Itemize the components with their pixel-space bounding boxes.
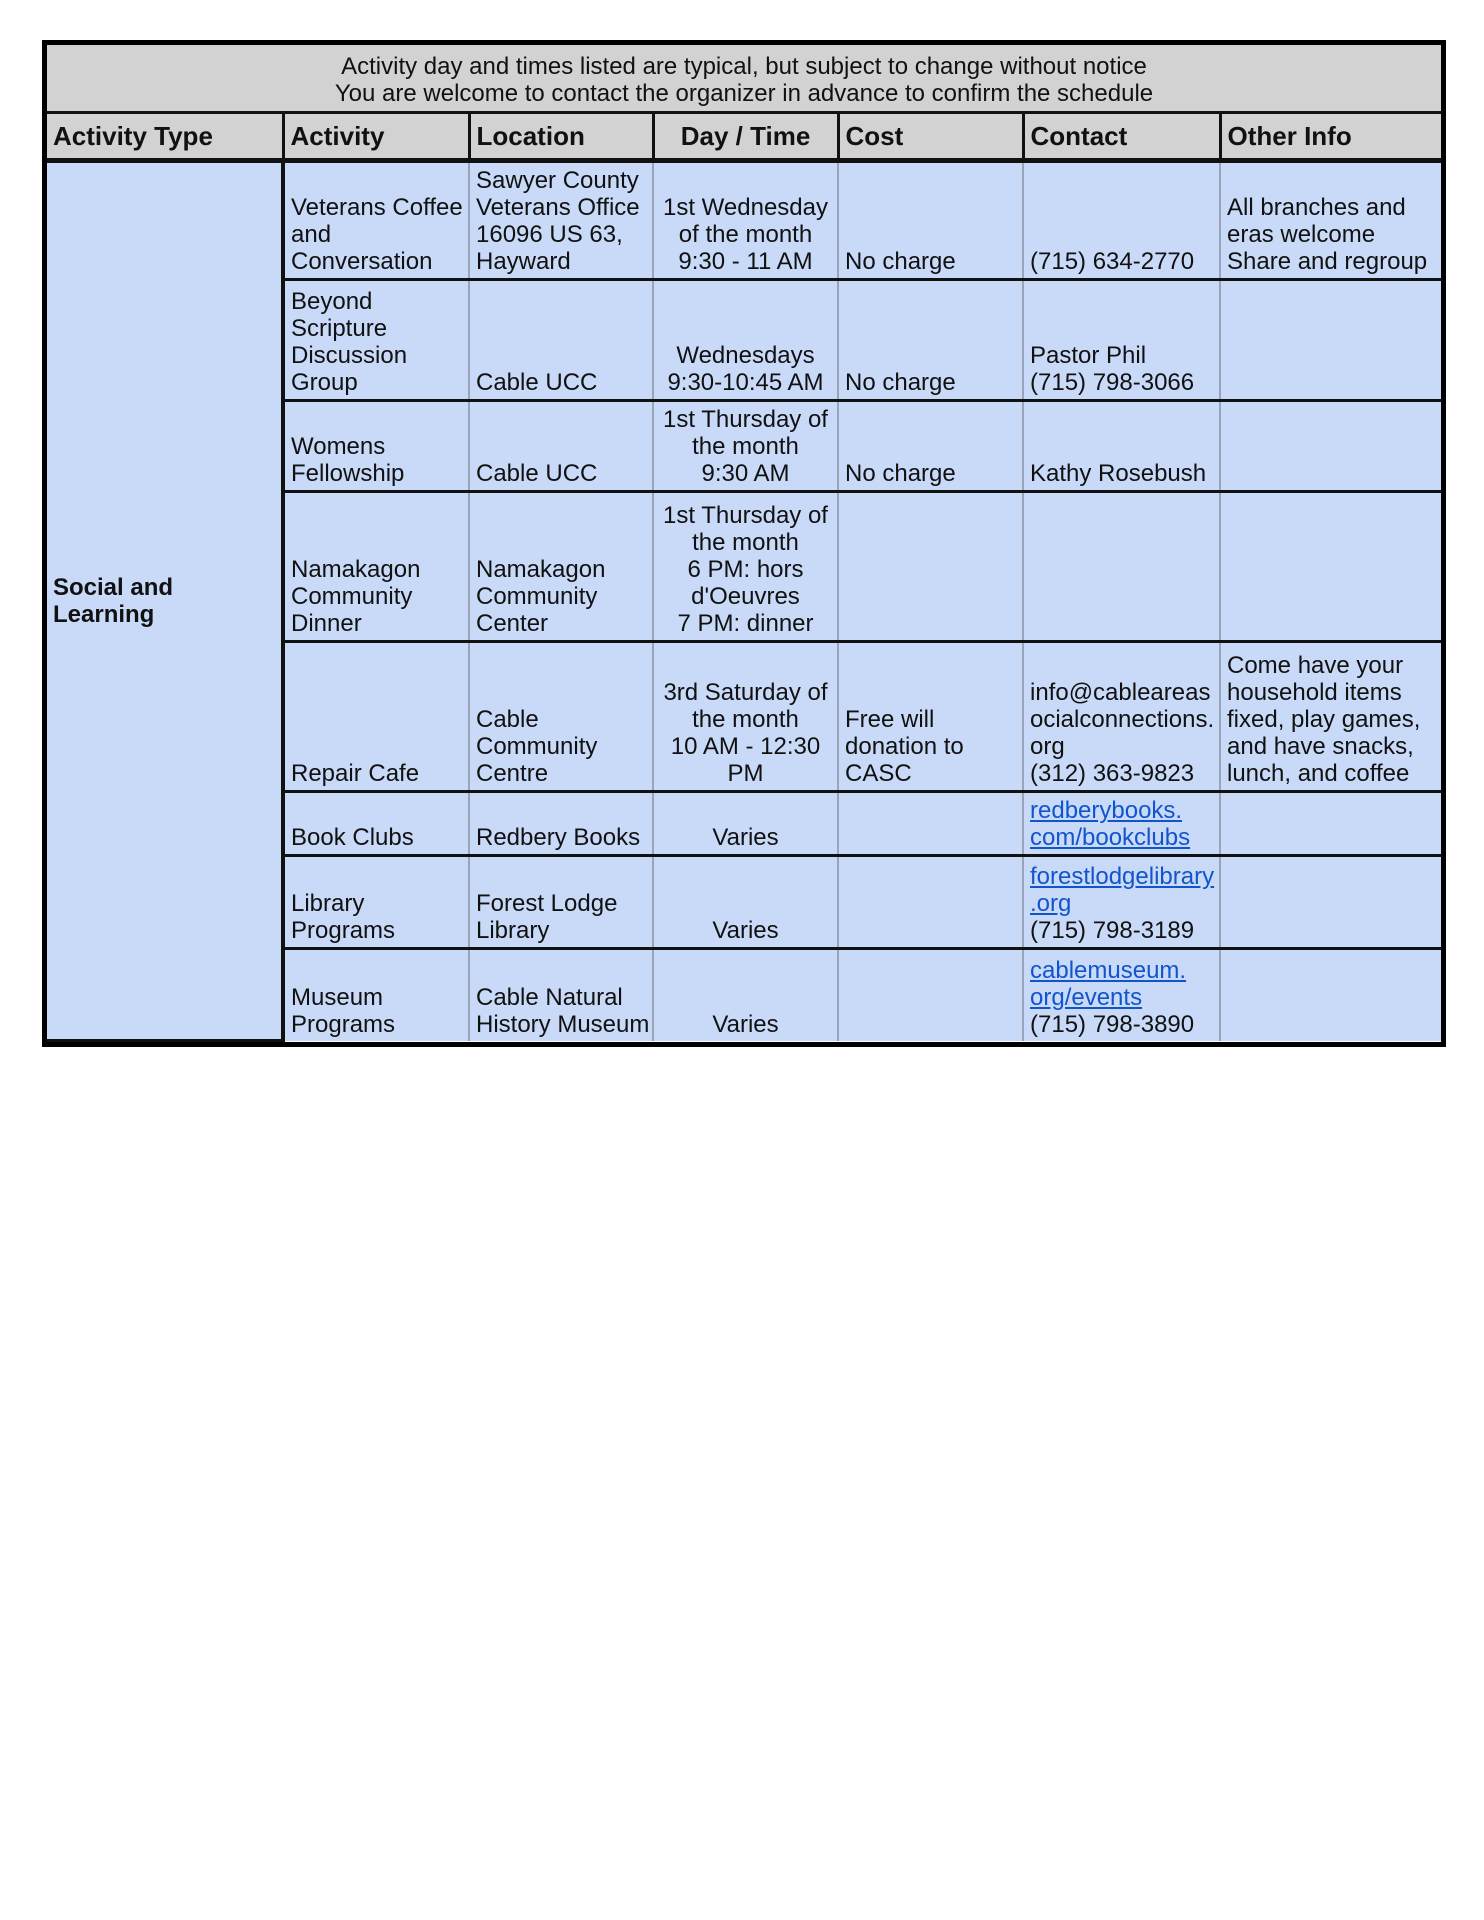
day-time-cell-text: 9:30 - 11 AM: [678, 248, 813, 275]
other-info-cell: [1220, 856, 1441, 949]
contact-cell-text: info@cableareas: [1030, 679, 1211, 706]
day-time-cell: [653, 401, 838, 492]
cost-cell: [838, 642, 1023, 792]
location-cell-text: History Museum: [476, 1010, 650, 1038]
cost-cell-text: Free will: [845, 706, 935, 733]
activity-cell-text: Museum: [291, 983, 384, 1011]
other-info-cell-text: eras welcome: [1227, 221, 1376, 248]
cost-cell: [838, 792, 1023, 856]
other-info-cell: [1220, 280, 1441, 401]
day-time-cell-text: 1st Thursday of: [663, 502, 828, 529]
header-activity-type: Activity Type: [47, 114, 283, 161]
location-cell-text: Cable: [476, 706, 539, 733]
location-cell: [469, 949, 653, 1041]
day-time-cell: [653, 949, 838, 1041]
location-cell: [469, 642, 653, 792]
activity-cell: [283, 280, 469, 401]
day-time-cell: [653, 161, 838, 280]
activity-schedule-sheet: [42, 40, 1446, 1047]
location-cell: [469, 161, 653, 280]
other-info-cell-text: and have snacks,: [1227, 733, 1414, 760]
activity-cell-text: Programs: [291, 1010, 396, 1038]
day-time-cell-text: 1st Wednesday: [663, 194, 828, 221]
cost-cell-text: No charge: [845, 248, 956, 275]
cost-cell: [838, 856, 1023, 949]
location-cell-text: Redbery Books: [476, 824, 641, 851]
day-time-cell-text: d'Oeuvres: [691, 583, 800, 610]
contact-cell: [1023, 161, 1220, 280]
location-cell: [469, 492, 653, 642]
activity-cell-text: Programs: [291, 917, 396, 944]
location-cell: [469, 856, 653, 949]
cost-cell-text: No charge: [845, 460, 956, 487]
contact-cell: [1023, 792, 1220, 856]
other-info-cell-text: All branches and: [1227, 194, 1406, 221]
day-time-cell-text: 10 AM - 12:30: [670, 733, 821, 760]
day-time-cell-text: the month: [692, 529, 799, 556]
contact-link[interactable]: org/events: [1030, 983, 1143, 1011]
day-time-cell-text: 9:30-10:45 AM: [667, 369, 824, 396]
location-cell-text: Hayward: [476, 248, 571, 275]
notice-line-2: You are welcome to contact the organizer in advance to confirm the schedule: [334, 80, 1154, 107]
header-cost: Cost: [838, 114, 1023, 161]
contact-cell-text: (715) 798-3066: [1030, 369, 1195, 396]
location-cell-text: Community: [476, 733, 598, 760]
location-cell-text: Veterans Office: [476, 194, 640, 221]
activity-table: [47, 114, 1441, 1042]
cost-cell: [838, 949, 1023, 1041]
contact-cell-text: (715) 798-3890: [1030, 1010, 1195, 1038]
contact-link[interactable]: forestlodgelibrary: [1030, 863, 1215, 890]
other-info-cell: [1220, 792, 1441, 856]
activity-cell: [283, 856, 469, 949]
contact-cell-text: (715) 798-3189: [1030, 917, 1195, 944]
header-day-time: Day / Time: [653, 114, 838, 161]
activity-cell-text: Beyond: [291, 288, 373, 315]
contact-cell-text: org: [1030, 733, 1065, 760]
notice-line-1: Activity day and times listed are typical, but subject to change without notice: [341, 53, 1147, 80]
activity-cell: [283, 949, 469, 1041]
contact-link[interactable]: .org: [1030, 890, 1072, 917]
contact-cell: [1023, 492, 1220, 642]
activity-cell-text: Repair Cafe: [291, 760, 420, 787]
other-info-cell-text: Share and regroup: [1227, 248, 1428, 275]
contact-cell: [1023, 856, 1220, 949]
day-time-cell: [653, 642, 838, 792]
day-time-cell-text: Varies: [712, 917, 779, 944]
contact-cell: [1023, 949, 1220, 1041]
day-time-cell-text: Varies: [712, 1010, 779, 1038]
location-cell-text: Forest Lodge: [476, 890, 618, 917]
table-body: [47, 161, 1441, 1041]
location-cell-text: Namakagon: [476, 556, 606, 583]
location-cell-text: Center: [476, 610, 549, 637]
contact-cell-text: (312) 363-9823: [1030, 760, 1195, 787]
day-time-cell-text: 6 PM: hors: [687, 556, 804, 583]
cost-cell: [838, 492, 1023, 642]
activity-cell-text: Library: [291, 890, 365, 917]
other-info-cell: [1220, 161, 1441, 280]
activity-cell-text: Conversation: [291, 248, 433, 275]
cost-cell-text: CASC: [845, 760, 912, 787]
location-cell-text: Cable UCC: [476, 460, 598, 487]
other-info-cell-text: lunch, and coffee: [1227, 760, 1410, 787]
location-cell-text: Library: [476, 917, 550, 944]
activity-cell-text: Namakagon: [291, 556, 421, 583]
location-cell: [469, 401, 653, 492]
activity-cell-text: Group: [291, 369, 358, 396]
activity-cell: [283, 161, 469, 280]
other-info-cell-text: fixed, play games,: [1227, 706, 1421, 733]
table-row: [47, 161, 1441, 280]
day-time-cell-text: the month: [692, 706, 799, 733]
contact-link[interactable]: cablemuseum.: [1030, 956, 1187, 984]
location-cell-text: Cable Natural: [476, 983, 623, 1011]
day-time-cell: [653, 856, 838, 949]
activity-cell-text: Discussion: [291, 342, 408, 369]
activity-cell-text: Scripture: [291, 315, 388, 342]
day-time-cell-text: the month: [692, 433, 799, 460]
day-time-cell-text: Wednesdays: [676, 342, 815, 369]
day-time-cell-text: 3rd Saturday of: [663, 679, 828, 706]
contact-cell-text: (715) 634-2770: [1030, 248, 1195, 275]
cost-cell: [838, 280, 1023, 401]
day-time-cell: [653, 792, 838, 856]
cost-cell-text: No charge: [845, 369, 956, 396]
activity-cell: [283, 642, 469, 792]
activity-cell-text: Dinner: [291, 610, 362, 637]
header-other-info: Other Info: [1220, 114, 1441, 161]
header-contact: Contact: [1023, 114, 1220, 161]
cost-cell-text: donation to: [845, 733, 964, 760]
day-time-cell-text: Varies: [712, 824, 779, 851]
location-cell: [469, 792, 653, 856]
contact-link[interactable]: com/bookclubs: [1030, 824, 1191, 851]
header-location: Location: [469, 114, 653, 161]
contact-cell: [1023, 280, 1220, 401]
activity-cell-text: and: [291, 221, 332, 248]
contact-cell-text: Kathy Rosebush: [1030, 460, 1207, 487]
cost-cell: [838, 161, 1023, 280]
other-info-cell-text: household items: [1227, 679, 1402, 706]
activity-type-label: Learning: [53, 600, 155, 628]
activity-cell-text: Veterans Coffee: [291, 194, 463, 221]
day-time-cell-text: of the month: [678, 221, 813, 248]
location-cell: [469, 280, 653, 401]
location-cell-text: Sawyer County: [476, 167, 639, 194]
schedule-notice: [47, 45, 1441, 114]
contact-link[interactable]: redberybooks.: [1030, 797, 1183, 824]
contact-cell: [1023, 642, 1220, 792]
day-time-cell-text: 1st Thursday of: [663, 406, 828, 433]
activity-cell-text: Womens: [291, 433, 386, 460]
activity-type-label: Social and: [53, 573, 174, 601]
location-cell-text: 16096 US 63,: [476, 221, 623, 248]
other-info-cell: [1220, 642, 1441, 792]
activity-cell-text: Community: [291, 583, 413, 610]
table-header-row: [47, 114, 1441, 161]
other-info-cell: [1220, 949, 1441, 1041]
other-info-cell: [1220, 401, 1441, 492]
activity-cell: [283, 792, 469, 856]
location-cell-text: Cable UCC: [476, 369, 598, 396]
day-time-cell-text: 7 PM: dinner: [677, 610, 814, 637]
contact-cell-text: ocialconnections.: [1030, 706, 1215, 733]
cost-cell: [838, 401, 1023, 492]
contact-cell: [1023, 401, 1220, 492]
activity-cell-text: Book Clubs: [291, 824, 414, 851]
location-cell-text: Community: [476, 583, 598, 610]
day-time-cell-text: PM: [727, 760, 764, 787]
location-cell-text: Centre: [476, 760, 549, 787]
day-time-cell: [653, 280, 838, 401]
contact-cell-text: Pastor Phil: [1030, 342, 1147, 369]
other-info-cell: [1220, 492, 1441, 642]
header-activity: Activity: [283, 114, 469, 161]
day-time-cell-text: 9:30 AM: [701, 460, 790, 487]
activity-cell: [283, 492, 469, 642]
day-time-cell: [653, 492, 838, 642]
activity-cell-text: Fellowship: [291, 460, 405, 487]
activity-type-cell: [47, 161, 283, 1041]
other-info-cell-text: Come have your: [1227, 652, 1404, 679]
activity-cell: [283, 401, 469, 492]
